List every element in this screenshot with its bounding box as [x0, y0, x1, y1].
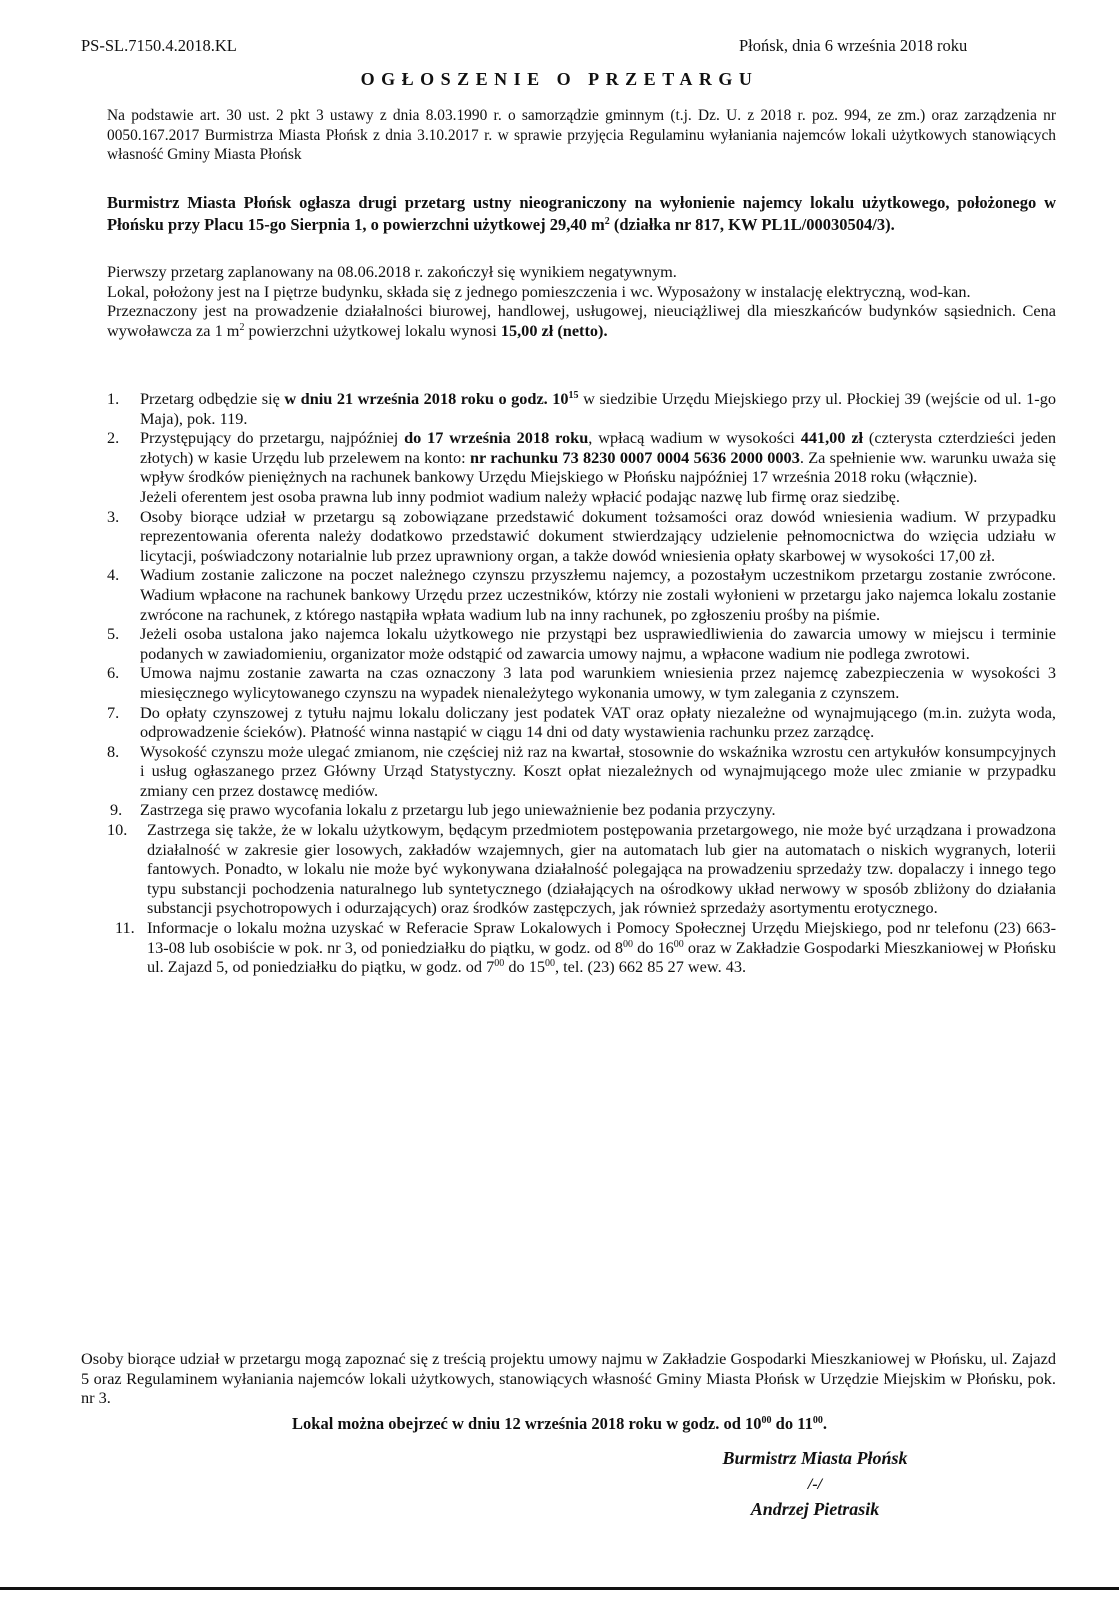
list-item: 6. Umowa najmu zostanie zawarta na czas oznaczony 3 lata pod warunkiem wniesienia przez najemcę zabezpieczenia w wysokości 3 miesięcznego wylicytowanego czynszu na wypadek nienależytego wykonania umowy, w tym zalegania z czynszem.: [107, 663, 1056, 702]
terms-list: [107, 389, 1056, 977]
list-item: 11. Informacje o lokalu można uzyskać w Referacie Spraw Lokalowych i Pomocy Społecznej Urzędu Miejskiego, pod nr telefonu (23) 663-13-08 lub osobiście w pok. nr 3, od poniedziałku do piątku, w godz. od $8^{00}$ do $16^{00}$ oraz w Zakładzie Gospodarki Mieszkaniowej w Płońsku ul. Zajazd 5, od poniedziałku do piątku, w godz. od $7^{00}$ do $15^{00}$, tel. (23) 662 85 27 wew. 43.: [115, 918, 1057, 977]
reference-number: PS-SL.7150.4.2018.KL: [81, 36, 237, 55]
list-item: 1. Przetarg odbędzie się w dniu 21 września 2018 roku o godz. $10^{15}$ w siedzibie Urzędu Miejskiego przy ul. Płockiej 39 (wejście od ul. 1-go Maja), pok. 119.: [107, 389, 1056, 428]
list-item: 5. Jeżeli osoba ustalona jako najemca lokalu użytkowego nie przystąpi bez usprawiedliwienia do zawarcia umowy w miejscu i terminie podanych w zawiadomieniu, organizator może odstąpić od zawarcia umowy najmu, a wpłacone wadium nie podlega zwrotowi.: [107, 624, 1056, 663]
list-item: 8. Wysokość czynszu może ulegać zmianom, nie częściej niż raz na kwartał, stosownie do wskaźnika wzrostu cen artykułów konsumpcyjnych i usług ogłaszanego przez Główny Urząd Statystyczny. Koszt opłat niezależnych od wynajmującego może ulec zmianie w przypadku zmiany cen przez dostawcę mediów.: [107, 741, 1056, 800]
first-tender-note: Pierwszy przetarg zaplanowany na 08.06.2018 r. zakończył się wynikiem negatywnym.: [107, 262, 677, 281]
list-item: 7. Do opłaty czynszowej z tytułu najmu lokalu doliczany jest podatek VAT oraz opłaty niezależne od wynajmującego (m.in. zużyta woda, odprowadzenie ścieków). Płatność winna nastąpić w ciągu 14 dni od daty wystawienia rachunku przez zarządcę.: [107, 702, 1056, 742]
closing-paragraph: Osoby biorące udział w przetargu mogą zapoznać się z treścią projektu umowy najmu w Zakładzie Gospodarki Mieszkaniowej w Płońsku, ul. Zajazd 5 oraz Regulaminem wyłaniania najemców lokali użytkowych, stanowiących własność Gminy Miasta Płońsk w Urzędzie Miejskim w Płońsku, pok. nr 3.: [81, 1349, 1056, 1408]
list-item: 9. Zastrzega się prawo wycofania lokalu z przetargu lub jego unieważnienie bez podania przyczyny.: [110, 800, 776, 820]
list-item: 3. Osoby biorące udział w przetargu są zobowiązane przedstawić dokument tożsamości oraz dowód wniesienia wadium. W przypadku reprezentowania oferenta należy dodatkowo przedstawić dokument stwierdzający udzielenie pełnomocnictwa do wzięcia udziału w licytacji, poświadczony notarialnie lub przez uprawniony organ, a także dowód wniesienia opłaty skarbowej w wysokości 17,00 zł.: [107, 506, 1056, 565]
premises-description: Lokal, położony jest na I piętrze budynku, składa się z jednego pomieszczenia i wc. Wyposażony w instalację elektryczną, wod-kan.: [107, 281, 971, 301]
document-title: OGŁOSZENIE O PRZETARGU: [360, 69, 759, 89]
viewing-notice: Lokal można obejrzeć w dniu 12 września 2018 roku w godz. od $10^{00}$ do $11^{00}$.: [292, 1414, 827, 1433]
main-announcement: Burmistrz Miasta Płońsk ogłasza drugi przetarg ustny nieograniczony na wyłonienie najemcy lokalu użytkowego, położonego w Płońsku przy Placu 15-go Sierpnia 1, o powierzchni użytkowej 29,40 $m^2$ (działka nr 817, KW PL1L/00030504/3).: [107, 193, 1056, 234]
signature-title: Burmistrz Miasta Płońsk: [722, 1448, 908, 1468]
place-and-date: Płońsk, dnia 6 września 2018 roku: [739, 36, 968, 55]
list-item: 2. Przystępujący do przetargu, najpóźniej do 17 września 2018 roku, wpłacą wadium w wysokości 441,00 zł (czterysta czterdzieści jeden złotych) w kasie Urzędu lub przelewem na konto: nr rachunku 73 8230 0007 0004 5636 2000 0003. Za spełnienie ww. warunku uważa się wpływ środków pieniężnych na rachunek bankowy Urzędu Miejskiego w Płońsku najpóźniej 17 września 2018 roku (włącznie). Jeżeli oferentem jest osoba prawna lub inny podmiot wadium należy wpłacić podając nazwę lub firmę oraz siedzibę.: [107, 428, 1057, 506]
legal-basis: Na podstawie art. 30 ust. 2 pkt 3 ustawy z dnia 8.03.1990 r. o samorządzie gminnym (t.j. Dz. U. z 2018 r. poz. 994, ze zm.) oraz zarządzenia nr 0050.167.2017 Burmistrza Miasta Płońsk z dnia 3.10.2017 r. w sprawie przyjęcia Regulaminu wyłaniania najemców lokali użytkowych stanowiących własność Gminy Miasta Płońsk: [107, 107, 1056, 163]
page-bottom-rule: [0, 1587, 1119, 1590]
purpose-and-price: Przeznaczony jest na prowadzenie działalności biurowej, handlowej, usługowej, nieuciążliwej dla mieszkańców budynków sąsiednich. Cena wywoławcza za 1 $m^2$ powierzchni użytkowej lokalu wynosi 15,00 zł (netto).: [107, 301, 1056, 340]
list-item: 4. Wadium zostanie zaliczone na poczet należnego czynszu przyszłemu najemcy, a pozostałym uczestnikom przetargu zostanie zwrócone. Wadium wpłacone na rachunek bankowy Urzędu przez uczestników, którzy nie zostali wyłonieni w przetargu jako najemca lokalu zostanie zwrócone na rachunek, z którego nastąpiła wpłata wadium lub na inny rachunek, po zgłoszeniu prośby na piśmie.: [107, 565, 1056, 624]
list-item: 10. Zastrzega się także, że w lokalu użytkowym, będącym przedmiotem postępowania przetargowego, nie może być urządzana i prowadzona działalność w zakresie gier losowych, zakładów wzajemnych, gier na automatach lub gier na automatach o niskich wygranych, loterii fantowych. Ponadto, w lokalu nie może być wykonywana działalność polegająca na prowadzeniu sprzedaży tzw. dopalaczy i innego tego typu substancji pochodzenia naturalnego lub syntetycznego (działających na ośrodkowy układ nerwowy w sposób zbliżony do działania substancji psychotropowych i odurzających) oraz środków zastępczych, jak również sprzedaży asortymentu erotycznego.: [107, 820, 1056, 918]
signature-mark: /-/: [807, 1476, 823, 1493]
intro-paragraphs: [107, 262, 1056, 340]
signature-name: Andrzej Pietrasik: [750, 1499, 880, 1519]
